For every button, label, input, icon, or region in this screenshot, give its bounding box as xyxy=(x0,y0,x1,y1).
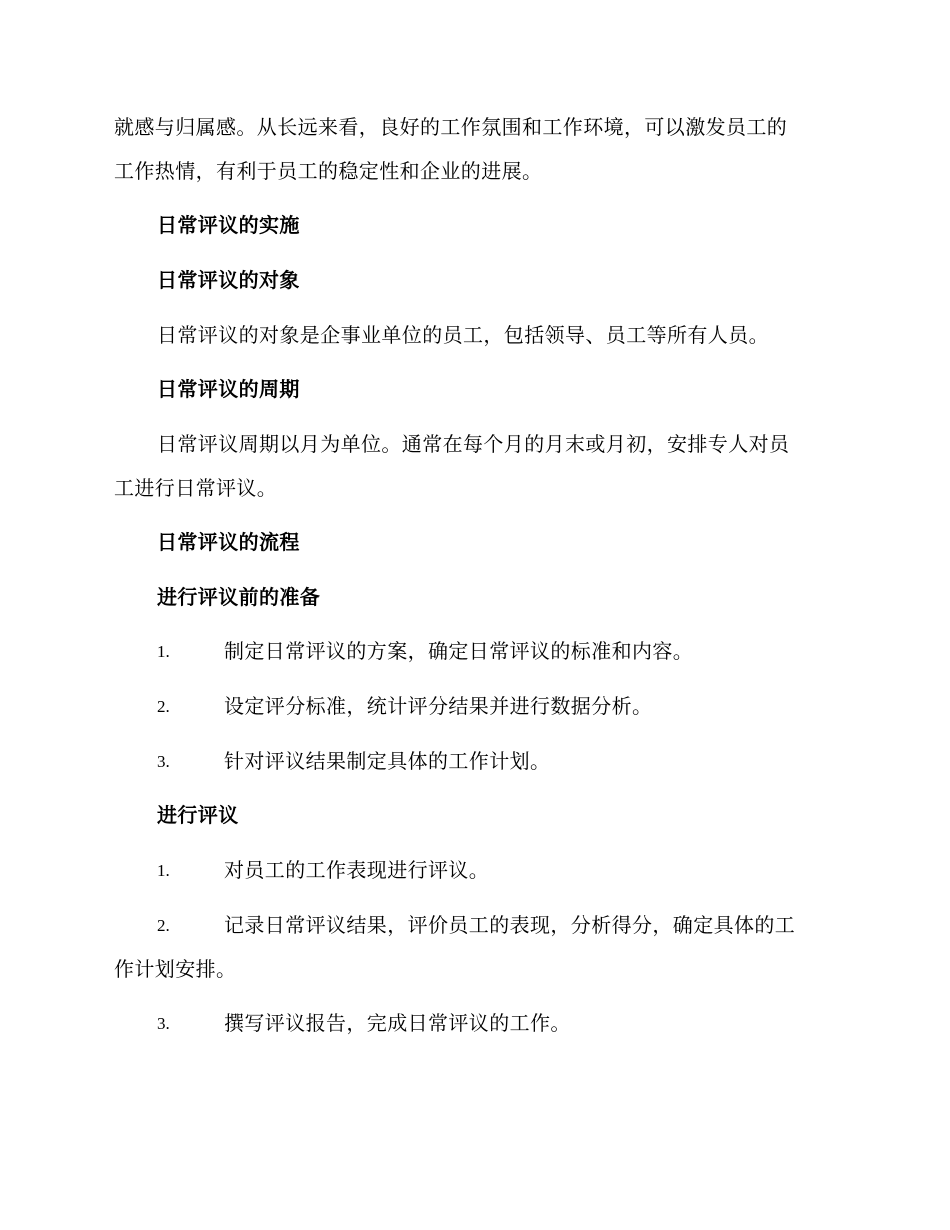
list-item-text: 设定评分标准，统计评分结果并进行数据分析。 xyxy=(224,694,653,718)
list-item-text: 针对评议结果制定具体的工作计划。 xyxy=(224,749,551,773)
list-item-number: 2. xyxy=(157,916,170,935)
list-item-number: 1. xyxy=(157,861,170,880)
heading-process: 日常评议的流程 xyxy=(157,530,300,554)
list-item-number: 3. xyxy=(157,752,170,771)
object-paragraph: 日常评议的对象是企事业单位的员工，包括领导、员工等所有人员。 xyxy=(157,323,769,347)
intro-paragraph-line-2: 工作热情，有利于员工的稳定性和企业的进展。 xyxy=(114,159,543,183)
list-item-text: 撰写评议报告，完成日常评议的工作。 xyxy=(224,1011,571,1035)
heading-conduct: 进行评议 xyxy=(157,803,239,827)
list-item-text: 记录日常评议结果，评价员工的表现，分析得分，确定具体的工 xyxy=(224,913,796,937)
list-item-number: 3. xyxy=(157,1014,170,1033)
heading-implementation: 日常评议的实施 xyxy=(157,213,300,237)
intro-paragraph-line-1: 就感与归属感。从长远来看，良好的工作氛围和工作环境，可以激发员工的 xyxy=(114,115,788,139)
cycle-paragraph-line-2: 工进行日常评议。 xyxy=(114,476,278,500)
heading-preparation: 进行评议前的准备 xyxy=(157,585,321,609)
heading-object: 日常评议的对象 xyxy=(157,268,300,292)
cycle-paragraph-line-1: 日常评议周期以月为单位。通常在每个月的月末或月初，安排专人对员 xyxy=(157,432,790,456)
list-item-text: 制定日常评议的方案，确定日常评议的标准和内容。 xyxy=(224,639,694,663)
list-item-number: 1. xyxy=(157,642,170,661)
list-item-text-continuation: 作计划安排。 xyxy=(114,957,237,981)
heading-cycle: 日常评议的周期 xyxy=(157,377,300,401)
list-item-text: 对员工的工作表现进行评议。 xyxy=(224,858,490,882)
list-item-number: 2. xyxy=(157,697,170,716)
